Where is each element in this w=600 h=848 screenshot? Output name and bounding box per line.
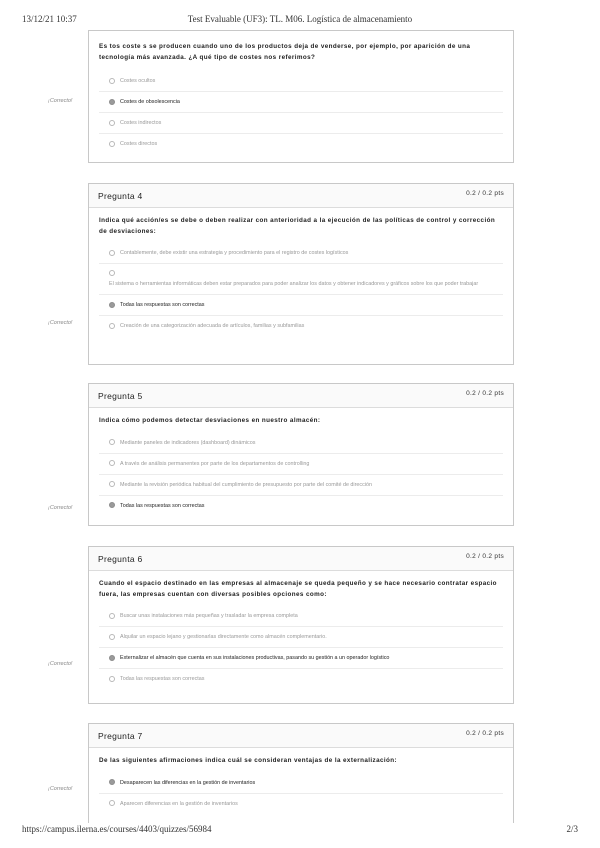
page-number: 2/3 xyxy=(566,824,578,834)
answer-option[interactable] xyxy=(99,263,503,294)
question-block-6 xyxy=(88,546,514,704)
answer-label: A través de análisis permanentes por parte de los departamentos de controlling xyxy=(120,460,310,467)
answer-label: Mediante la revisión periódica habitual del cumplimiento de presupuesto por parte del comité de dirección xyxy=(120,481,373,488)
question-text: Cuando el espacio destinado en las empresas al almacenaje se queda pequeño y se hace necesario contratar espacio fuera, las empresas cuentan con diversas posibles opciones como: xyxy=(99,580,497,598)
question-points: 0.2 / 0.2 pts xyxy=(466,390,504,397)
answer-option[interactable] xyxy=(99,133,503,154)
question-header xyxy=(89,384,513,408)
answer-option[interactable] xyxy=(99,315,503,336)
answer-label: Todas las respuestas son correctas xyxy=(120,302,205,308)
answer-label: Contablemente, debe existir una estrategia y procedimiento para el registro de costes logísticos xyxy=(120,250,349,256)
print-date: 13/12/21 10:37 xyxy=(22,14,77,24)
answer-label: Buscar unas instalaciones más pequeñas y trasladar la empresa completa xyxy=(120,613,298,619)
radio-button-icon[interactable] xyxy=(109,120,115,126)
question-text: Es tos coste s se producen cuando uno de los productos deja de venderse, por ejemplo, por aparición de una tecnología más avanzada. ¿A qué tipo de costes nos referimos? xyxy=(99,43,471,61)
correct-label: ¡Correcto! xyxy=(48,320,73,326)
answer-label: Aparecen diferencias en la gestión de inventarios xyxy=(120,800,238,807)
question-points: 0.2 / 0.2 pts xyxy=(466,730,504,737)
question-name: Pregunta 5 xyxy=(98,391,143,401)
answer-label: Costes indirectos xyxy=(120,120,162,126)
answer-label: Desaparecen las diferencias en la gestión de inventarios xyxy=(120,779,256,786)
radio-button-icon[interactable] xyxy=(109,634,115,640)
question-header xyxy=(89,184,513,208)
answer-label: Todas las respuestas son correctas xyxy=(120,676,205,682)
radio-button-icon[interactable] xyxy=(109,141,115,147)
question-name: Pregunta 4 xyxy=(98,191,143,201)
answer-list xyxy=(89,69,513,160)
answer-option[interactable] xyxy=(99,793,503,814)
correct-label: ¡Correcto! xyxy=(48,505,73,511)
question-points: 0.2 / 0.2 pts xyxy=(466,553,504,560)
radio-button-icon[interactable] xyxy=(109,439,115,445)
answer-label: Creación de una categorización adecuada de artículos, familias y subfamilias xyxy=(120,323,305,329)
radio-button-icon[interactable] xyxy=(109,676,115,682)
radio-button-icon[interactable] xyxy=(109,460,115,466)
correct-label: ¡Correcto! xyxy=(48,661,73,667)
answer-list xyxy=(89,606,513,695)
answer-label: Costes de obsolescencia xyxy=(120,99,180,105)
radio-button-icon[interactable] xyxy=(109,481,115,487)
answer-label: Costes ocultos xyxy=(120,78,156,84)
radio-button-selected-icon[interactable] xyxy=(109,99,115,105)
answer-list xyxy=(89,433,513,522)
question-block-7 xyxy=(88,723,514,823)
radio-button-selected-icon[interactable] xyxy=(109,779,115,785)
print-title: Test Evaluable (UF3): TL. M06. Logística de almacenamiento xyxy=(187,14,413,24)
radio-button-icon[interactable] xyxy=(109,78,115,84)
print-header xyxy=(22,14,578,28)
correct-label: ¡Correcto! xyxy=(48,98,73,104)
answer-list xyxy=(89,243,513,342)
question-header xyxy=(89,724,513,748)
radio-button-icon[interactable] xyxy=(109,270,115,276)
answer-label: Externalizar el almacén que cuenta en sus instalaciones productivas, pasando su gestión a un operador logístico xyxy=(120,655,390,661)
answer-option-selected[interactable] xyxy=(99,495,503,516)
page-url: https://campus.ilerna.es/courses/4403/quizzes/56984 xyxy=(22,824,212,834)
answer-option[interactable] xyxy=(99,243,503,263)
radio-button-icon[interactable] xyxy=(109,800,115,806)
question-points: 0.2 / 0.2 pts xyxy=(466,190,504,197)
answer-option-selected[interactable] xyxy=(99,294,503,315)
radio-button-icon[interactable] xyxy=(109,323,115,329)
answer-label: Todas las respuestas son correctas xyxy=(120,502,205,509)
answer-option[interactable] xyxy=(99,606,503,626)
answer-option[interactable] xyxy=(99,433,503,453)
question-name: Pregunta 7 xyxy=(98,731,143,741)
answer-option-selected[interactable] xyxy=(99,91,503,112)
answer-option-selected[interactable] xyxy=(99,647,503,668)
question-block-3 xyxy=(88,30,514,163)
answer-option[interactable] xyxy=(99,626,503,647)
question-text: Indica cómo podemos detectar desviaciones en nuestro almacén: xyxy=(99,417,321,424)
answer-option-selected[interactable] xyxy=(99,773,503,793)
question-text: Indica qué acción/es se debe o deben realizar con anterioridad a la ejecución de las políticas de control y corrección de desviaciones: xyxy=(99,217,496,235)
answer-option[interactable] xyxy=(99,71,503,91)
answer-option[interactable] xyxy=(99,112,503,133)
answer-label: Mediante paneles de indicadores (dashboard) dinámicos xyxy=(120,439,256,446)
question-block-5 xyxy=(88,383,514,526)
question-block-4 xyxy=(88,183,514,365)
question-header xyxy=(89,547,513,571)
answer-list xyxy=(89,773,513,820)
answer-label: El sistema o herramientas informáticas deben estar preparados para poder analizar los datos y obtener indicadores y gráficos sobre los que poder trabajar xyxy=(109,281,479,287)
radio-button-icon[interactable] xyxy=(109,250,115,256)
answer-option[interactable] xyxy=(99,668,503,689)
question-name: Pregunta 6 xyxy=(98,554,143,564)
radio-button-selected-icon[interactable] xyxy=(109,655,115,661)
radio-button-icon[interactable] xyxy=(109,613,115,619)
question-text: De las siguientes afirmaciones indica cuál se consideran ventajas de la externalización: xyxy=(99,757,398,764)
print-footer xyxy=(22,824,578,838)
answer-label: Costes directos xyxy=(120,141,158,147)
radio-button-selected-icon[interactable] xyxy=(109,302,115,308)
radio-button-selected-icon[interactable] xyxy=(109,502,115,508)
answer-option[interactable] xyxy=(99,453,503,474)
correct-label: ¡Correcto! xyxy=(48,786,73,792)
answer-label: Alquilar un espacio lejano y gestionarlas directamente como almacén complementario. xyxy=(120,634,327,640)
answer-option[interactable] xyxy=(99,474,503,495)
